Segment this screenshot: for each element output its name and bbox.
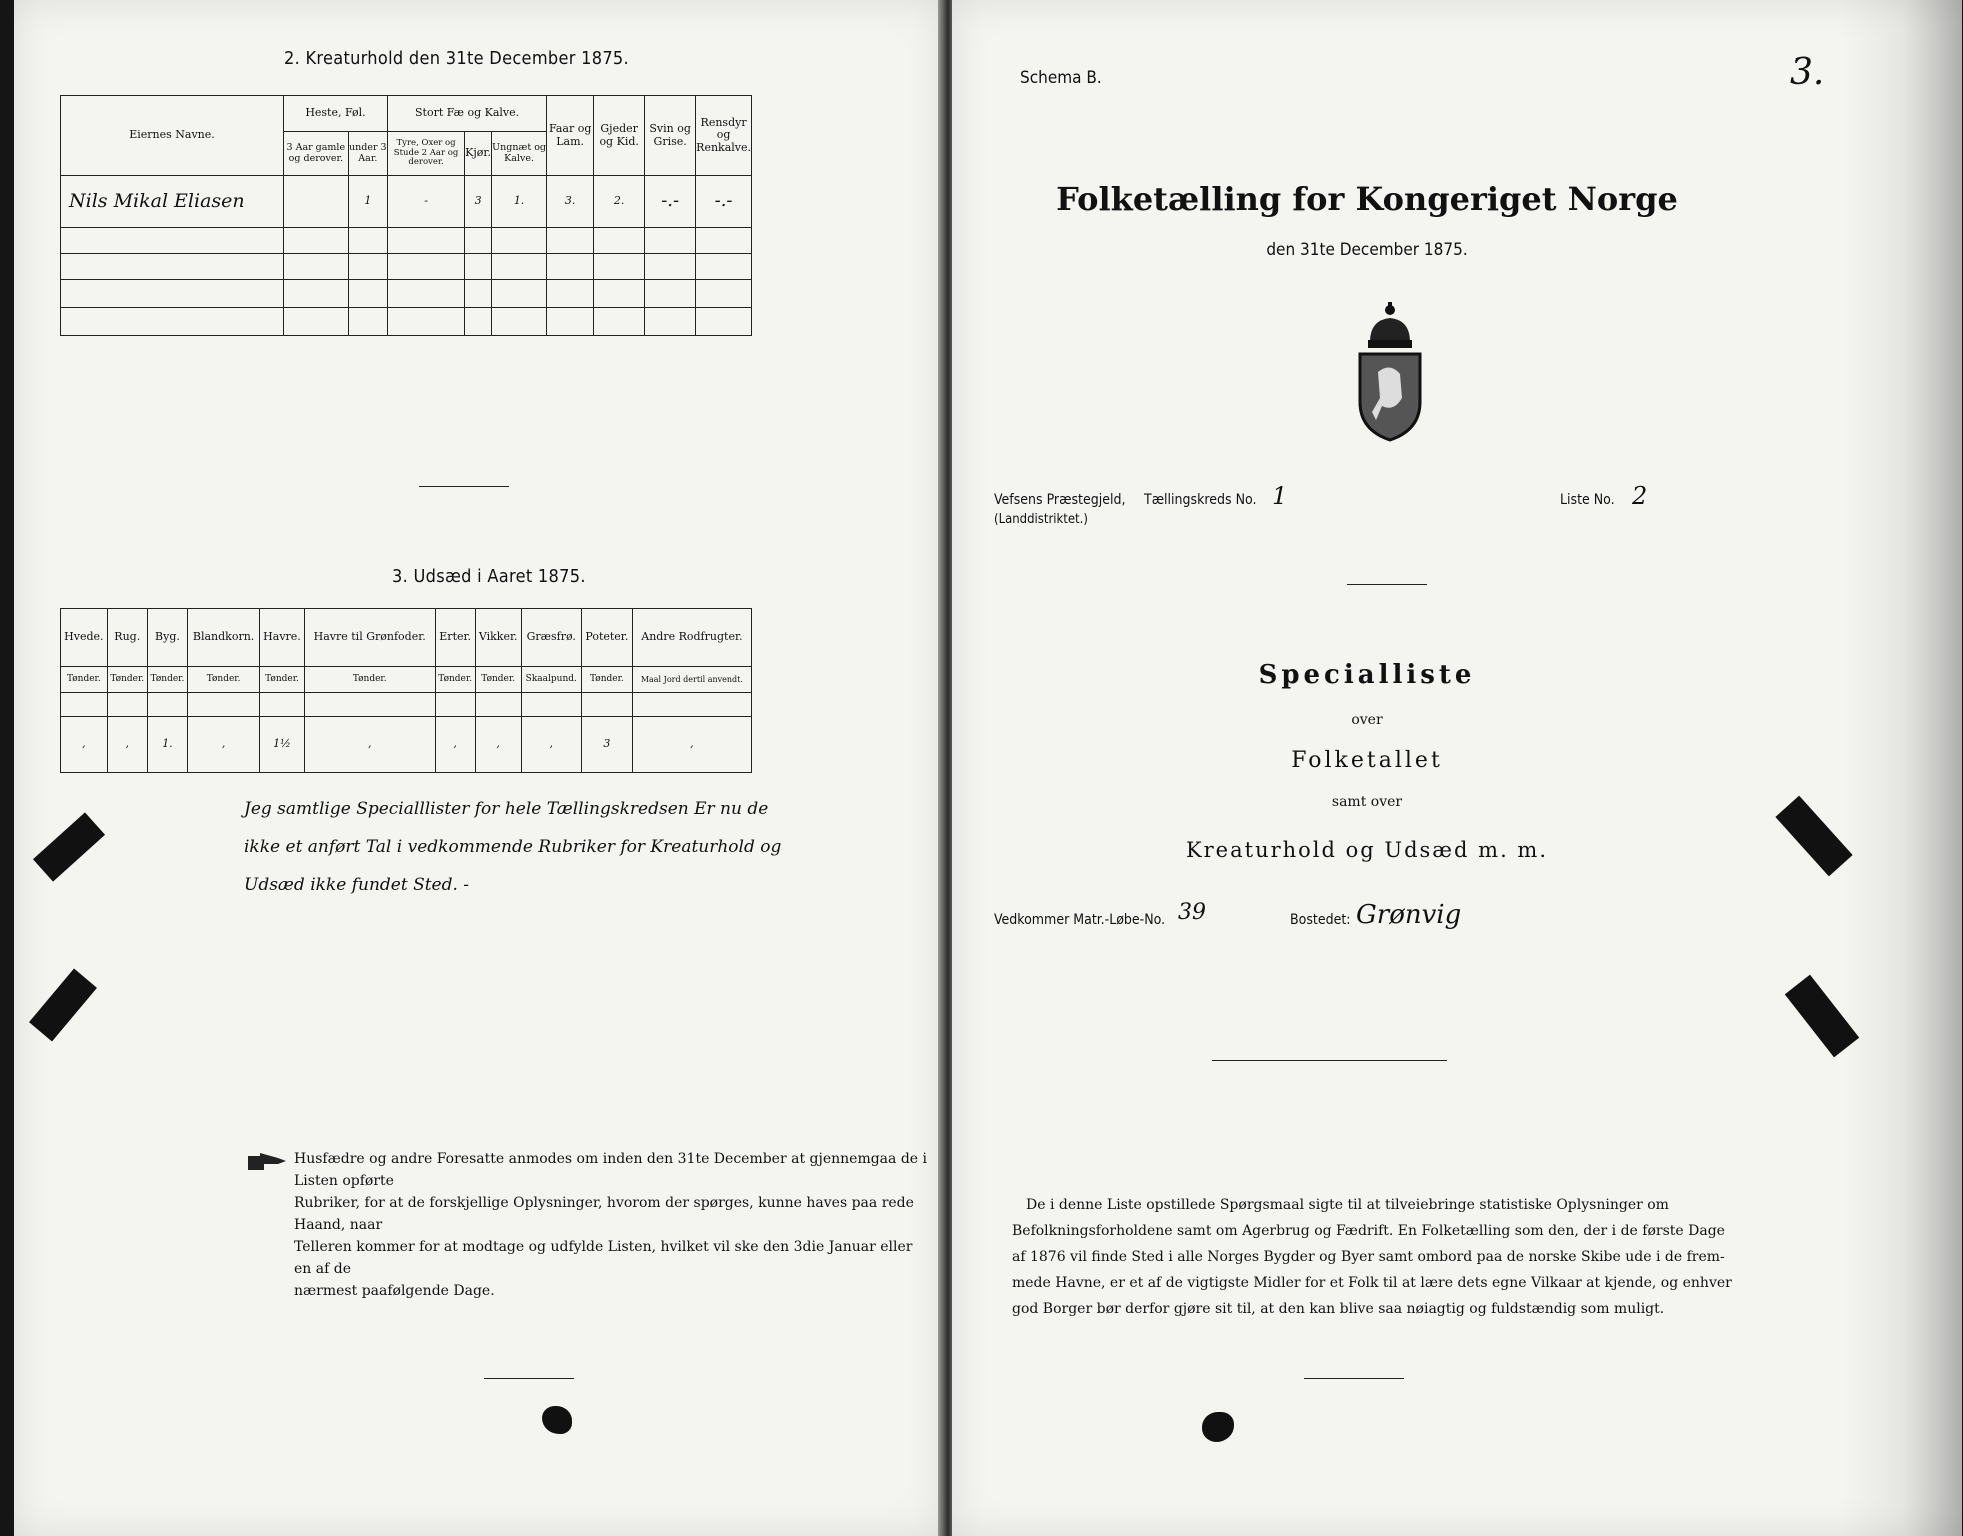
unit-8: Skaalpund. (521, 667, 581, 693)
notice-text (294, 1148, 934, 1302)
notice-line-4: nærmest paafølgende Dage. (294, 1283, 495, 1299)
svin-cell: -.- (645, 176, 696, 228)
unit-3: Tønder. (188, 667, 260, 693)
rug-header: Rug. (107, 609, 147, 667)
heste-old-cell (284, 176, 349, 228)
unit-4: Tønder. (260, 667, 305, 693)
ink-blot (542, 1406, 572, 1434)
blandkorn-header: Blandkorn. (188, 609, 260, 667)
value-5: , (304, 717, 435, 773)
heste-old-header: 3 Aar gamle og derover. (284, 132, 349, 176)
bosted-value: Grønvig (1356, 900, 1462, 930)
note-line-2: ikke et anført Tal i vedkommende Rubriker for Kreaturhold og (244, 837, 782, 857)
note-line-3: Udsæd ikke fundet Sted. - (244, 875, 470, 895)
value-7: , (475, 717, 521, 773)
para-line-4: mede Havne, er et af de vigtigste Midler for et Folk til at lære dets egne Vilkaar at kjende, og enhver (1012, 1275, 1732, 1291)
heste-young-cell: 1 (348, 176, 387, 228)
para-line-2: Befolkningsforholdene samt om Agerbrug og Fædrift. En Folketælling som den, der i de første Dage (1012, 1223, 1725, 1239)
para-line-1: De i denne Liste opstillede Spørgsmaal sigte til at tilveiebringe statistiske Oplysninger om (1026, 1197, 1669, 1213)
notice-line-3: Telleren kommer for at modtage og udfylde Listen, hvilket vil ske den 3die Januar eller en af de (294, 1239, 913, 1277)
value-1: , (107, 717, 147, 773)
svin-header: Svin og Grise. (645, 96, 696, 176)
value-3: , (188, 717, 260, 773)
rodfrugter-header: Andre Rodfrugter. (632, 609, 751, 667)
handwritten-note (244, 790, 944, 904)
value-6: , (435, 717, 475, 773)
gjeder-header: Gjeder og Kid. (594, 96, 645, 176)
sowing-table (60, 608, 752, 773)
kreds-label: Tællingskreds No. (1144, 492, 1257, 508)
district-sub: (Landdistriktet.) (994, 512, 1088, 527)
parish-name: Vefsens Præstegjeld, (994, 492, 1126, 508)
schema-label: Schema B. (1020, 68, 1102, 88)
bosted-label: Bostedet: (1290, 912, 1351, 928)
notice-line-2: Rubriker, for at de forskjellige Oplysninger, hvorom der spørges, kunne haves paa rede Haand, naar (294, 1195, 914, 1233)
notice-line-1: Husfædre og andre Foresatte anmodes om inden den 31te December at gjennemgaa de i Listen opførte (294, 1151, 927, 1189)
para-line-3: af 1876 vil finde Sted i alle Norges Bygder og Byer samt ombord paa de norske Skibe ude i de frem- (1012, 1249, 1725, 1265)
specialliste-title: Specialliste (1258, 660, 1476, 690)
kjor-cell: 3 (465, 176, 492, 228)
unit-6: Tønder. (435, 667, 475, 693)
kreaturhold-text: Kreaturhold og Udsæd m. m. (1185, 838, 1549, 862)
left-page (14, 0, 942, 1536)
bottom-rule-left (484, 1378, 574, 1379)
owner-name-cell: Nils Mikal Eliasen (61, 176, 284, 228)
value-8: , (521, 717, 581, 773)
value-9: 3 (581, 717, 632, 773)
matr-label: Vedkommer Matr.-Løbe-No. (994, 912, 1166, 928)
graesfro-header: Græsfrø. (521, 609, 581, 667)
value-4: 1½ (260, 717, 305, 773)
unit-9: Tønder. (581, 667, 632, 693)
over-text-1: over (1351, 712, 1383, 728)
havre-gronfoder-header: Havre til Grønfoder. (304, 609, 435, 667)
hvede-header: Hvede. (61, 609, 108, 667)
erter-header: Erter. (435, 609, 475, 667)
main-title: Folketælling for Kongeriget Norge (1056, 180, 1678, 218)
rensdyr-header: Rensdyr og Renkalve. (696, 96, 752, 176)
section3-title: 3. Udsæd i Aaret 1875. (392, 566, 586, 587)
section2-title: 2. Kreaturhold den 31te December 1875. (284, 48, 629, 69)
unit-7: Tønder. (475, 667, 521, 693)
clip-mark (33, 812, 105, 881)
heste-header: Heste, Føl. (284, 96, 388, 132)
para-line-5: god Borger bør derfor gjøre sit til, at den kan blive saa nøiagtig og fuldstændig som muligt. (1012, 1301, 1665, 1317)
value-10: , (632, 717, 751, 773)
unit-10: Maal Jord dertil anvendt. (632, 667, 751, 693)
explanation-paragraph (1012, 1192, 1752, 1322)
note-line-1: Jeg samtlige Specialllister for hele Tællingskredsen Er nu de (244, 799, 769, 819)
ungnaet-header: Ungnæt og Kalve. (491, 132, 546, 176)
center-rule (1347, 584, 1427, 585)
faar-header: Faar og Lam. (547, 96, 594, 176)
unit-0: Tønder. (61, 667, 108, 693)
heste-young-header: under 3 Aar. (348, 132, 387, 176)
pointing-hand-icon (246, 1150, 288, 1174)
byg-header: Byg. (147, 609, 187, 667)
kreds-value: 1 (1272, 482, 1288, 510)
unit-1: Tønder. (107, 667, 147, 693)
havre-header: Havre. (260, 609, 305, 667)
ink-blot (1202, 1412, 1234, 1442)
vikker-header: Vikker. (475, 609, 521, 667)
samt-over-text: samt over (1331, 794, 1403, 810)
ungnaet-cell: 1. (491, 176, 546, 228)
signature-rule (1212, 1060, 1447, 1061)
gjeder-cell: 2. (594, 176, 645, 228)
kjor-header: Kjør. (465, 132, 492, 176)
value-2: 1. (147, 717, 187, 773)
owner-header: Eiernes Navne. (61, 96, 284, 176)
liste-value: 2 (1632, 482, 1648, 510)
matr-value: 39 (1178, 900, 1206, 925)
unit-5: Tønder. (304, 667, 435, 693)
coat-of-arms-icon (1350, 302, 1430, 442)
poteter-header: Poteter. (581, 609, 632, 667)
tyre-cell: - (387, 176, 464, 228)
right-page (952, 0, 1962, 1536)
liste-label: Liste No. (1560, 492, 1615, 508)
value-0: , (61, 717, 108, 773)
bottom-rule-right (1304, 1378, 1404, 1379)
clip-mark (29, 969, 97, 1042)
livestock-table (60, 95, 752, 336)
page-number: 3. (1790, 52, 1825, 93)
tyre-header: Tyre, Oxer og Stude 2 Aar og derover. (387, 132, 464, 176)
folketallet-text: Folketallet (1291, 748, 1443, 773)
short-rule (419, 486, 509, 487)
rensdyr-cell: -.- (696, 176, 752, 228)
page-edge-shadow (1842, 0, 1962, 1536)
stort-fae-header: Stort Fæ og Kalve. (387, 96, 546, 132)
faar-cell: 3. (547, 176, 594, 228)
unit-2: Tønder. (147, 667, 187, 693)
census-date: den 31te December 1875. (1266, 240, 1468, 260)
